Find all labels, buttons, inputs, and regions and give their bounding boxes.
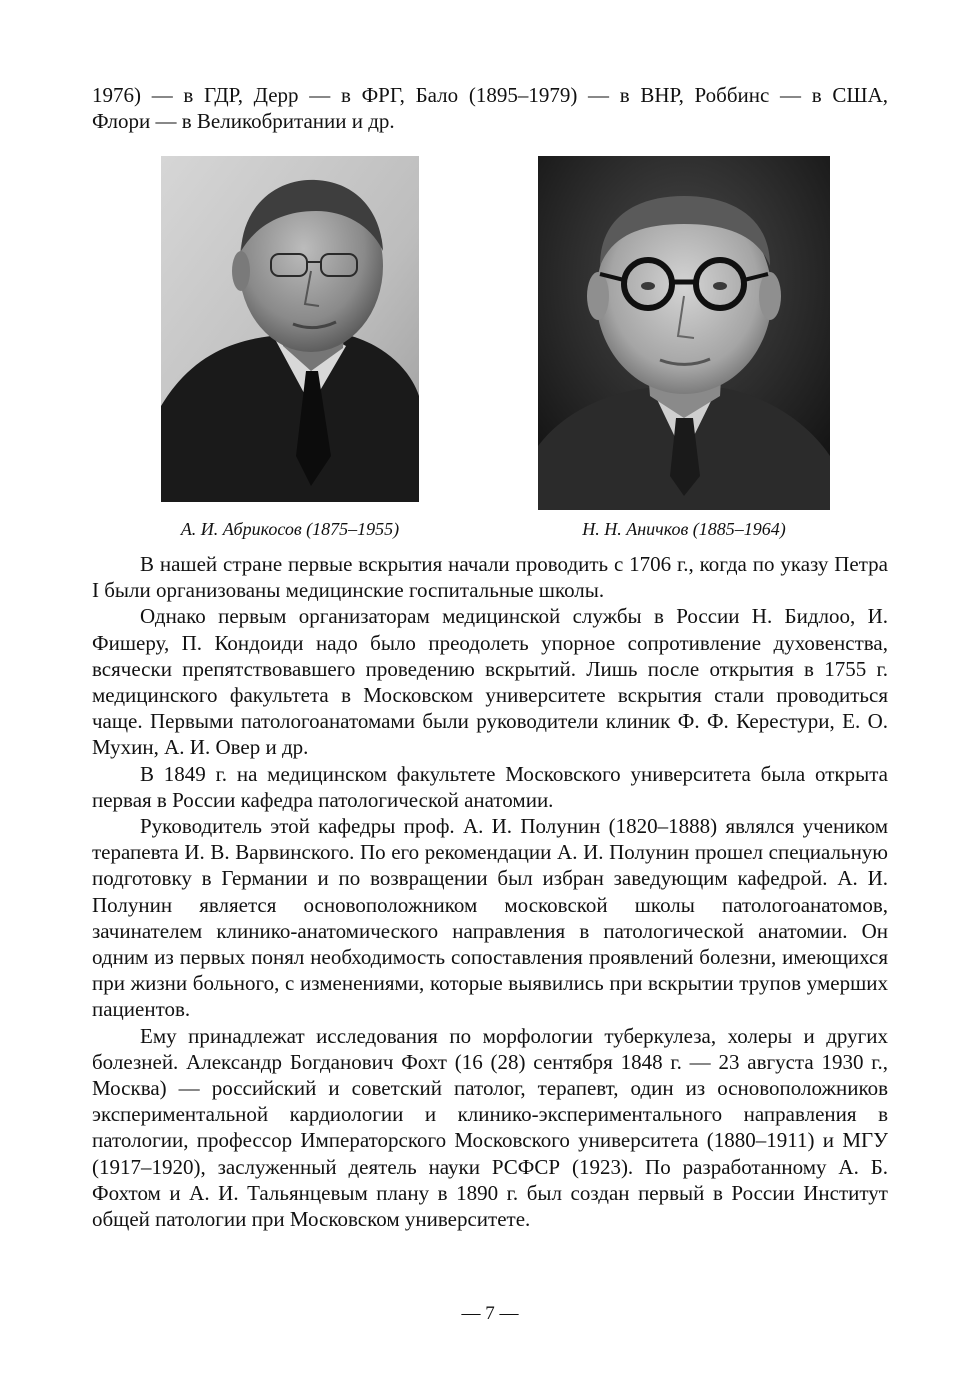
page-number: — 7 — [461,1303,519,1324]
caption-anichkov: Н. Н. Аничков (1885–1964) [582,519,786,539]
body-text [92,551,888,1232]
portrait-photo-anichkov [538,156,830,510]
paragraph: Однако первым организаторам медицинской службы в России Н. Бидлоо, И. Фишеру, П. Кондоиди надо было преодолеть упорное сопротивление духовенства, всячески препятствовавшего проведению вскрытий. Лишь после открытия в 1755 г. медицинского факультета в Московском университете вскрытия стали проводиться чаще. Первыми патологоанатомами были руководители клиник Ф. Ф. Керестури, Е. О. Мухин, А. И. Овер и др. [92,604,888,760]
paragraph: Ему принадлежат исследования по морфологии туберкулеза, холеры и других болезней. Александр Богданович Фохт (16 (28) сентября 1848 г. — 23 августа 1930 г., Москва) — российский и советский патолог, терапевт, один из основоположников экспериментальной кардиологии и клинико-экспериментального направления в патологии, профессор Императорского Московского университета (1880–1911) и МГУ (1917–1920), заслуженный деятель науки РСФСР (1923). По разработанному А. Б. Фохтом и А. И. Тальянцевым плану в 1890 г. был создан первый в России Институт общей патологии при Московском университете. [92,1023,888,1232]
paragraph: В 1849 г. на медицинском факультете Московского университета была открыта первая в России кафедра патологической анатомии. [92,761,888,812]
caption-abrikosov: А. И. Абрикосов (1875–1955) [180,519,400,539]
intro-line-1: 1976) — в ГДР, Дерр — в ФРГ, Бало (1895–1979) — в ВНР, Роббинс — в США, [92,83,888,107]
intro-text [92,82,888,134]
portrait-photo-abrikosov [161,156,419,502]
intro-line-2: Флори — в Великобритании и др. [92,109,395,134]
portrait-abrikosov-image [161,156,419,502]
paragraph: Руководитель этой кафедры проф. А. И. Полунин (1820–1888) являлся учеником терапевта И. В. Варвинского. По его рекомендации А. И. Полунин прошел специальную подготовку в Германии и по возвращении был избран заведующим кафедрой. А. И. Полунин является основоположником московской школы патологоанатомов, зачинателем клинико-анатомического направления в патологической анатомии. Он одним из первых понял необходимость сопоставления проявлений болезни, имеющихся при жизни больного, с изменениями, которые выявились при вскрытии трупов умерших пациентов. [92,814,888,1022]
paragraph: В нашей стране первые вскрытия начали проводить с 1706 г., когда по указу Петра I были организованы медицинские госпитальные школы. [92,552,888,603]
portrait-anichkov-image [538,156,830,510]
